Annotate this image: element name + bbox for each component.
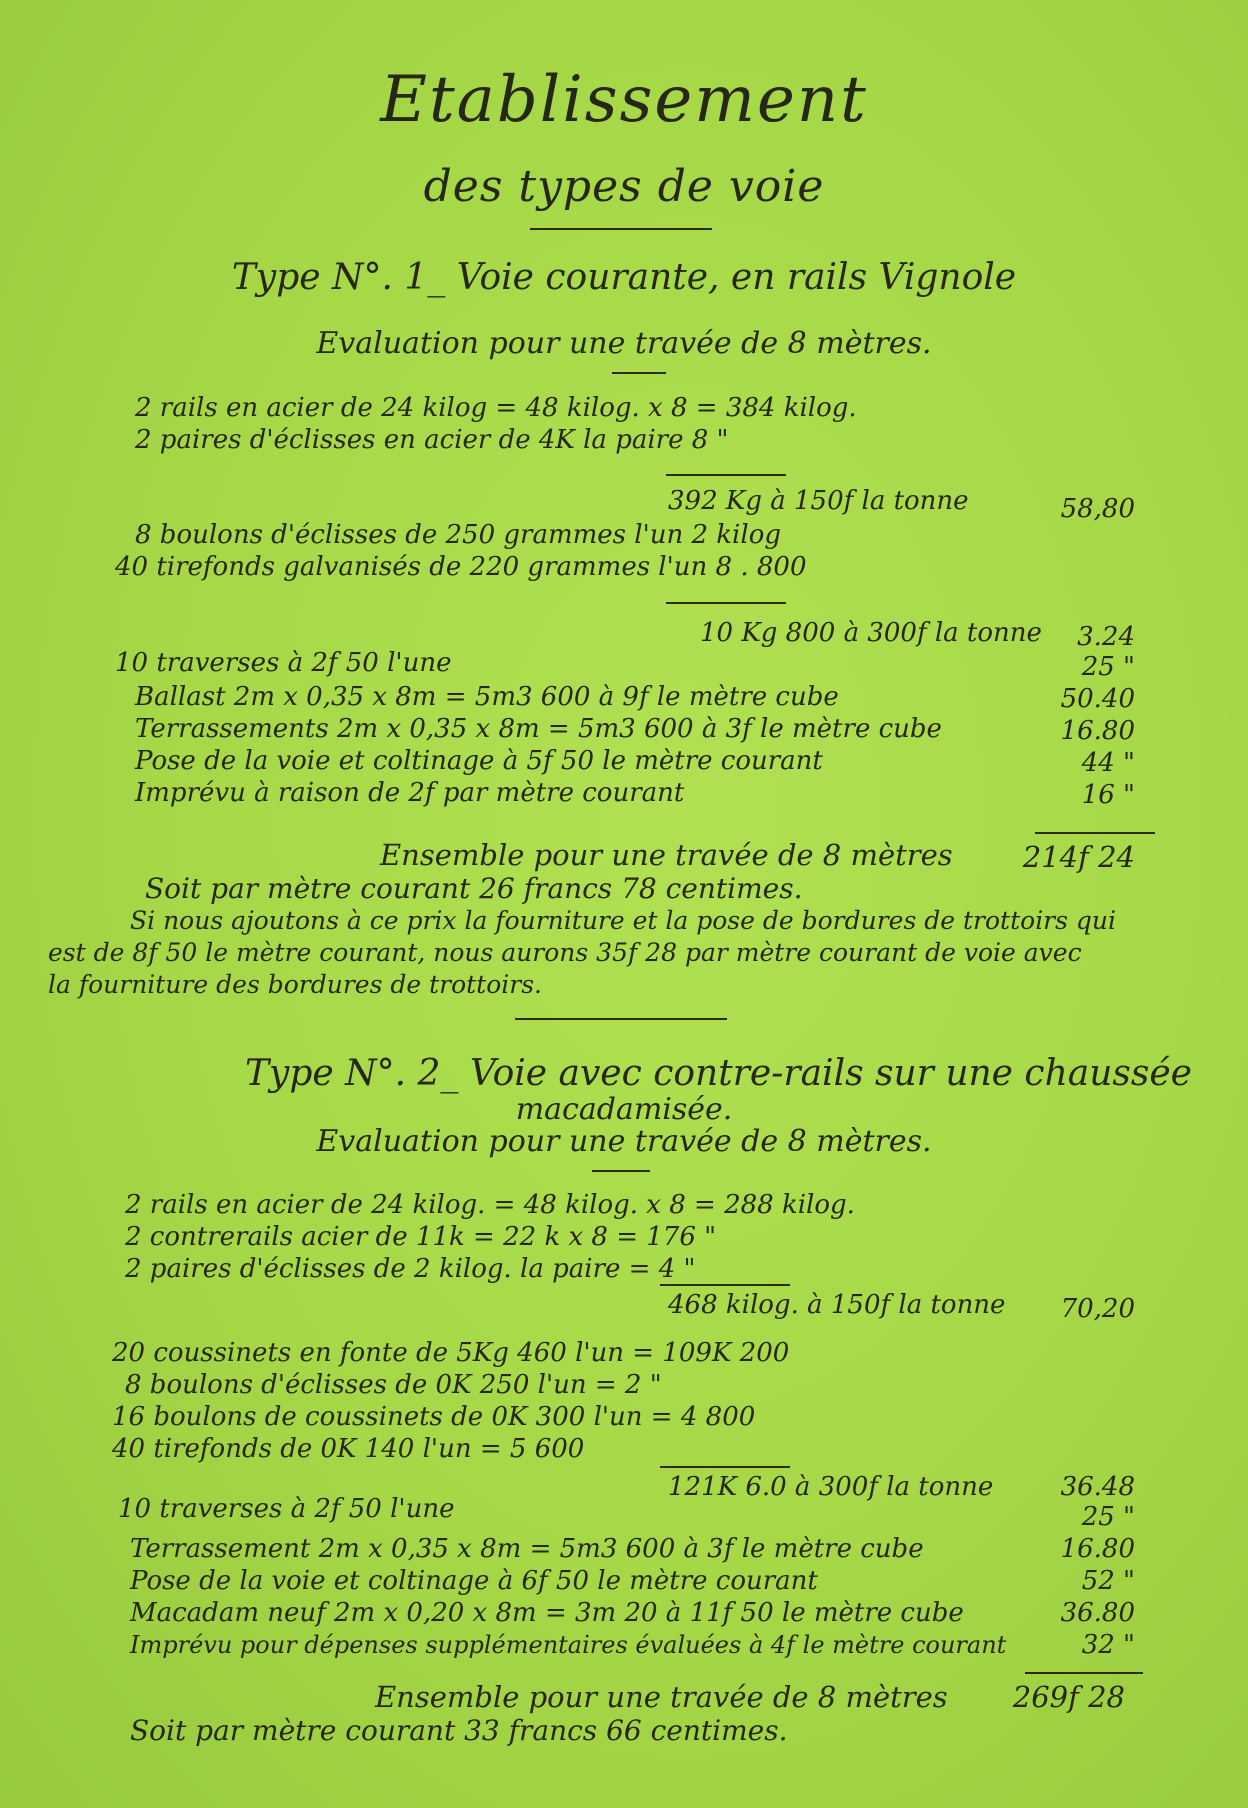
type2-line-bolts: 8 boulons d'éclisses de 0K 250 l'un = 2 " bbox=[125, 1370, 662, 1400]
type2-evaluation: Evaluation pour une travée de 8 mètres. bbox=[316, 1124, 932, 1159]
type2-total-label: Ensemble pour une travée de 8 mètres bbox=[375, 1680, 948, 1714]
type1-subtotal2-rule bbox=[666, 602, 786, 604]
type1-subtotal1-rule bbox=[666, 474, 786, 476]
type2-line-macadam: Macadam neuf 2m x 0,20 x 8m = 3m 20 à 11f 50 le mètre cube bbox=[130, 1598, 964, 1628]
type1-amount-5: 16.80 bbox=[1060, 716, 1135, 746]
type2-line-guardrails: 2 contrerails acier de 11k = 22 k x 8 = 176 " bbox=[125, 1222, 717, 1252]
type1-amount-4: 50.40 bbox=[1060, 684, 1135, 714]
type1-line-ballast: Ballast 2m x 0,35 x 8m = 5m3 600 à 9f le mètre cube bbox=[135, 682, 839, 712]
type1-amount-2: 3.24 bbox=[1077, 622, 1135, 652]
type2-amount-4: 16.80 bbox=[1060, 1534, 1135, 1564]
type2-line-earthworks: Terrassement 2m x 0,35 x 8m = 5m3 600 à 3f le mètre cube bbox=[130, 1534, 924, 1564]
type1-note-line2: est de 8f 50 le mètre courant, nous aurons 35f 28 par mètre courant de voie avec bbox=[48, 938, 1082, 967]
type1-line-bolts: 8 boulons d'éclisses de 250 grammes l'un 2 kilog bbox=[135, 520, 781, 550]
type1-line-contingency: Imprévu à raison de 2f par mètre courant bbox=[135, 778, 685, 808]
type1-eval-divider bbox=[612, 372, 666, 374]
type1-line-tirefonds: 40 tirefonds galvanisés de 220 grammes l'un 8 . 800 bbox=[115, 552, 807, 582]
type2-line-subtotal1: 468 kilog. à 150f la tonne bbox=[668, 1290, 1006, 1320]
type1-line-sleepers: 10 traverses à 2f 50 l'une bbox=[115, 648, 452, 678]
type2-total-rule bbox=[1025, 1672, 1143, 1674]
type2-line-contingency: Imprévu pour dépenses supplémentaires évaluées à 4f le mètre courant bbox=[130, 1631, 1007, 1659]
type2-amount-2: 36.48 bbox=[1060, 1472, 1135, 1502]
type1-total: 214f 24 bbox=[1022, 840, 1135, 874]
type2-line-sleepers: 10 traverses à 2f 50 l'une bbox=[118, 1494, 455, 1524]
type2-eval-divider bbox=[592, 1170, 650, 1172]
type1-amount-1: 58,80 bbox=[1060, 494, 1135, 524]
type2-line-tirefonds: 40 tirefonds de 0K 140 l'un = 5 600 bbox=[112, 1434, 585, 1464]
type2-heading-cont: macadamisée. bbox=[515, 1092, 733, 1127]
type1-total-rule bbox=[1035, 832, 1155, 834]
type1-amount-7: 16 " bbox=[1081, 780, 1135, 810]
type2-line-chair-bolts: 16 boulons de coussinets de 0K 300 l'un = 4 800 bbox=[112, 1402, 756, 1432]
type1-amount-3: 25 " bbox=[1081, 652, 1135, 682]
type2-line-rails: 2 rails en acier de 24 kilog. = 48 kilog. x 8 = 288 kilog. bbox=[125, 1190, 855, 1220]
type2-line-subtotal2: 121K 6.0 à 300f la tonne bbox=[668, 1472, 994, 1502]
type2-line-chairs: 20 coussinets en fonte de 5Kg 460 l'un = 109K 200 bbox=[112, 1338, 790, 1368]
type2-heading: Type N°. 2_ Voie avec contre-rails sur une chaussée bbox=[245, 1053, 1192, 1094]
type1-amount-6: 44 " bbox=[1081, 748, 1135, 778]
type1-line-fishplates: 2 paires d'éclisses en acier de 4K la paire 8 " bbox=[135, 425, 729, 455]
type2-amount-1: 70,20 bbox=[1060, 1294, 1135, 1324]
type2-per-meter: Soit par mètre courant 33 francs 66 centimes. bbox=[130, 1714, 788, 1747]
type2-amount-3: 25 " bbox=[1081, 1502, 1135, 1532]
type1-total-label: Ensemble pour une travée de 8 mètres bbox=[380, 838, 953, 872]
type1-line-earthworks: Terrassements 2m x 0,35 x 8m = 5m3 600 à 3f le mètre cube bbox=[135, 714, 942, 744]
type1-per-meter: Soit par mètre courant 26 francs 78 centimes. bbox=[145, 872, 803, 905]
type1-evaluation: Evaluation pour une travée de 8 mètres. bbox=[316, 326, 932, 361]
document-title: Etablissement bbox=[380, 63, 868, 137]
type1-line-subtotal2: 10 Kg 800 à 300f la tonne bbox=[700, 618, 1042, 648]
type1-line-laying: Pose de la voie et coltinage à 5f 50 le mètre courant bbox=[135, 746, 823, 776]
type2-subtotal1-rule bbox=[660, 1284, 790, 1286]
type2-amount-6: 36.80 bbox=[1060, 1598, 1135, 1628]
type1-heading: Type N°. 1_ Voie courante, en rails Vignole bbox=[231, 257, 1017, 298]
type2-amount-5: 52 " bbox=[1081, 1566, 1135, 1596]
type1-line-rails: 2 rails en acier de 24 kilog = 48 kilog. x 8 = 384 kilog. bbox=[135, 393, 857, 423]
type2-line-laying: Pose de la voie et coltinage à 6f 50 le mètre courant bbox=[130, 1566, 818, 1596]
type2-total: 269f 28 bbox=[1012, 1680, 1125, 1714]
type2-line-fishplates: 2 paires d'éclisses de 2 kilog. la paire = 4 " bbox=[125, 1254, 696, 1284]
type1-line-subtotal1: 392 Kg à 150f la tonne bbox=[668, 486, 969, 516]
type2-amount-7: 32 " bbox=[1081, 1630, 1135, 1660]
type2-subtotal2-rule bbox=[660, 1466, 790, 1468]
type1-note-line1: Si nous ajoutons à ce prix la fourniture et la pose de bordures de trottoirs qui bbox=[130, 906, 1117, 935]
type1-note-line3: la fourniture des bordures de trottoirs. bbox=[48, 970, 543, 999]
document-subtitle: des types de voie bbox=[423, 161, 825, 212]
title-divider bbox=[530, 228, 712, 230]
section-divider bbox=[515, 1018, 727, 1020]
